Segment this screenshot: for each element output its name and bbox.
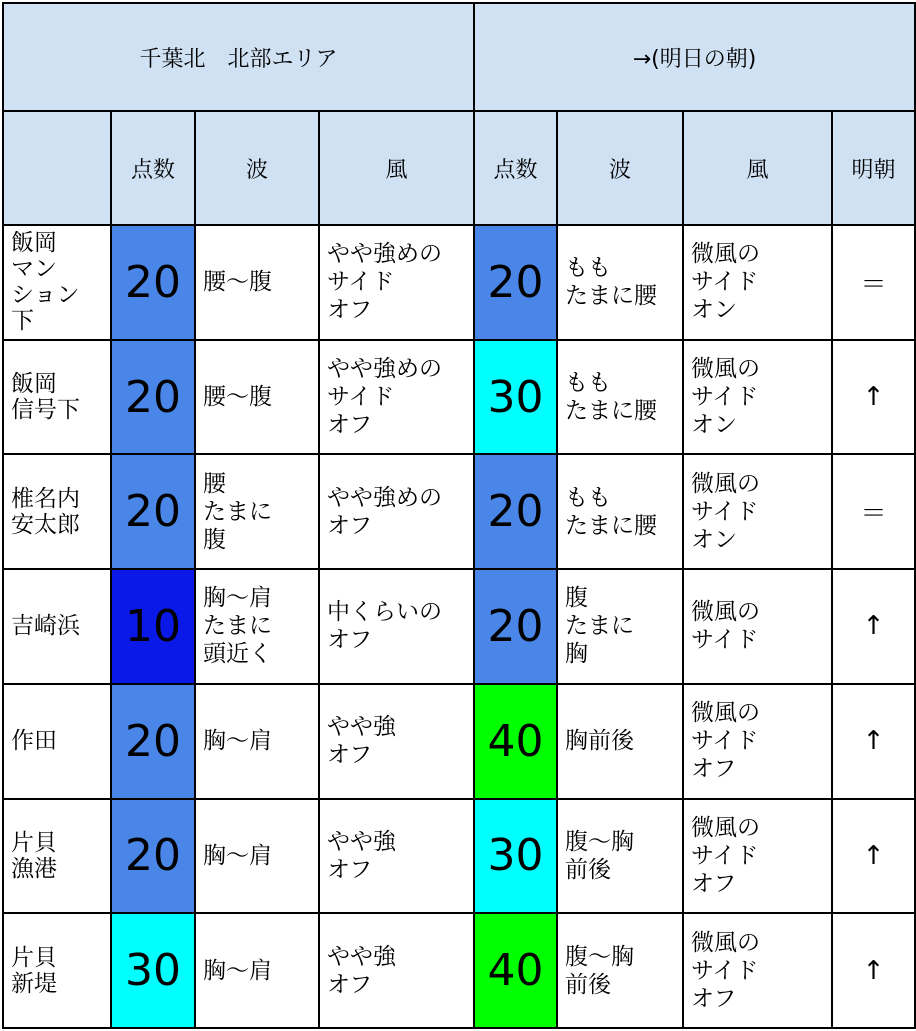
score-cell: 20 [111, 799, 195, 914]
wind-cell: やや強 オフ [319, 913, 474, 1028]
table-row [3, 454, 915, 569]
trend-cell: ＝ [832, 454, 915, 569]
table-row [3, 569, 915, 684]
spot-name: 片貝 新堤 [3, 913, 111, 1028]
tomorrow-wave-cell: 腹～胸 前後 [557, 913, 683, 1028]
score-cell: 20 [111, 684, 195, 799]
score-cell: 20 [111, 454, 195, 569]
wave-cell: 胸～肩 [195, 799, 319, 914]
tomorrow-wind-cell: 微風の サイド [683, 569, 832, 684]
tomorrow-wave-cell: 腹 たまに 胸 [557, 569, 683, 684]
wind-cell: やや強めの サイド オフ [319, 340, 474, 455]
tomorrow-score-cell: 40 [474, 913, 557, 1028]
area-title: 千葉北 北部エリア [3, 3, 474, 111]
tomorrow-wind-header: 風 [683, 111, 832, 225]
trend-cell: ↑ [832, 684, 915, 799]
score-cell: 10 [111, 569, 195, 684]
tomorrow-wind-cell: 微風の サイド オフ [683, 684, 832, 799]
tomorrow-wind-cell: 微風の サイド オン [683, 454, 832, 569]
table-row [3, 225, 915, 340]
score-header: 点数 [111, 111, 195, 225]
table-row [3, 913, 915, 1028]
spot-name: 片貝 漁港 [3, 799, 111, 914]
tomorrow-wave-header: 波 [557, 111, 683, 225]
wave-cell: 胸～肩 たまに 頭近く [195, 569, 319, 684]
table-row [3, 340, 915, 455]
tomorrow-wave-cell: 胸前後 [557, 684, 683, 799]
tomorrow-score-cell: 40 [474, 684, 557, 799]
spot-name: 飯岡 信号下 [3, 340, 111, 455]
tomorrow-wave-cell: 腹～胸 前後 [557, 799, 683, 914]
tomorrow-title: →(明日の朝) [474, 3, 915, 111]
wind-cell: やや強めの オフ [319, 454, 474, 569]
tomorrow-score-cell: 20 [474, 225, 557, 340]
table-row [3, 799, 915, 914]
spot-header [3, 111, 111, 225]
wave-cell: 腰～腹 [195, 340, 319, 455]
wave-cell: 腰 たまに 腹 [195, 454, 319, 569]
tomorrow-score-cell: 30 [474, 340, 557, 455]
tomorrow-score-cell: 20 [474, 569, 557, 684]
tomorrow-score-cell: 20 [474, 454, 557, 569]
tomorrow-score-cell: 30 [474, 799, 557, 914]
wind-cell: やや強 オフ [319, 799, 474, 914]
tomorrow-wind-cell: 微風の サイド オフ [683, 913, 832, 1028]
score-cell: 20 [111, 225, 195, 340]
tomorrow-wind-cell: 微風の サイド オン [683, 340, 832, 455]
trend-cell: ↑ [832, 799, 915, 914]
tomorrow-wave-cell: もも たまに腰 [557, 340, 683, 455]
spot-name: 作田 [3, 684, 111, 799]
tomorrow-wind-cell: 微風の サイド オフ [683, 799, 832, 914]
wind-header: 風 [319, 111, 474, 225]
trend-cell: ↑ [832, 569, 915, 684]
spot-name: 椎名内 安太郎 [3, 454, 111, 569]
surf-forecast-table [2, 2, 916, 1029]
tomorrow-wave-cell: もも たまに腰 [557, 454, 683, 569]
spot-name: 飯岡 マン ション 下 [3, 225, 111, 340]
wave-cell: 胸～肩 [195, 913, 319, 1028]
trend-header: 明朝 [832, 111, 915, 225]
score-cell: 30 [111, 913, 195, 1028]
trend-cell: ↑ [832, 913, 915, 1028]
spot-name: 吉崎浜 [3, 569, 111, 684]
wave-cell: 胸～肩 [195, 684, 319, 799]
score-cell: 20 [111, 340, 195, 455]
tomorrow-wind-cell: 微風の サイド オン [683, 225, 832, 340]
wind-cell: やや強 オフ [319, 684, 474, 799]
wind-cell: やや強めの サイド オフ [319, 225, 474, 340]
trend-cell: ↑ [832, 340, 915, 455]
wave-header: 波 [195, 111, 319, 225]
trend-cell: ＝ [832, 225, 915, 340]
wave-cell: 腰～腹 [195, 225, 319, 340]
table-row [3, 684, 915, 799]
wind-cell: 中くらいの オフ [319, 569, 474, 684]
tomorrow-score-header: 点数 [474, 111, 557, 225]
tomorrow-wave-cell: もも たまに腰 [557, 225, 683, 340]
